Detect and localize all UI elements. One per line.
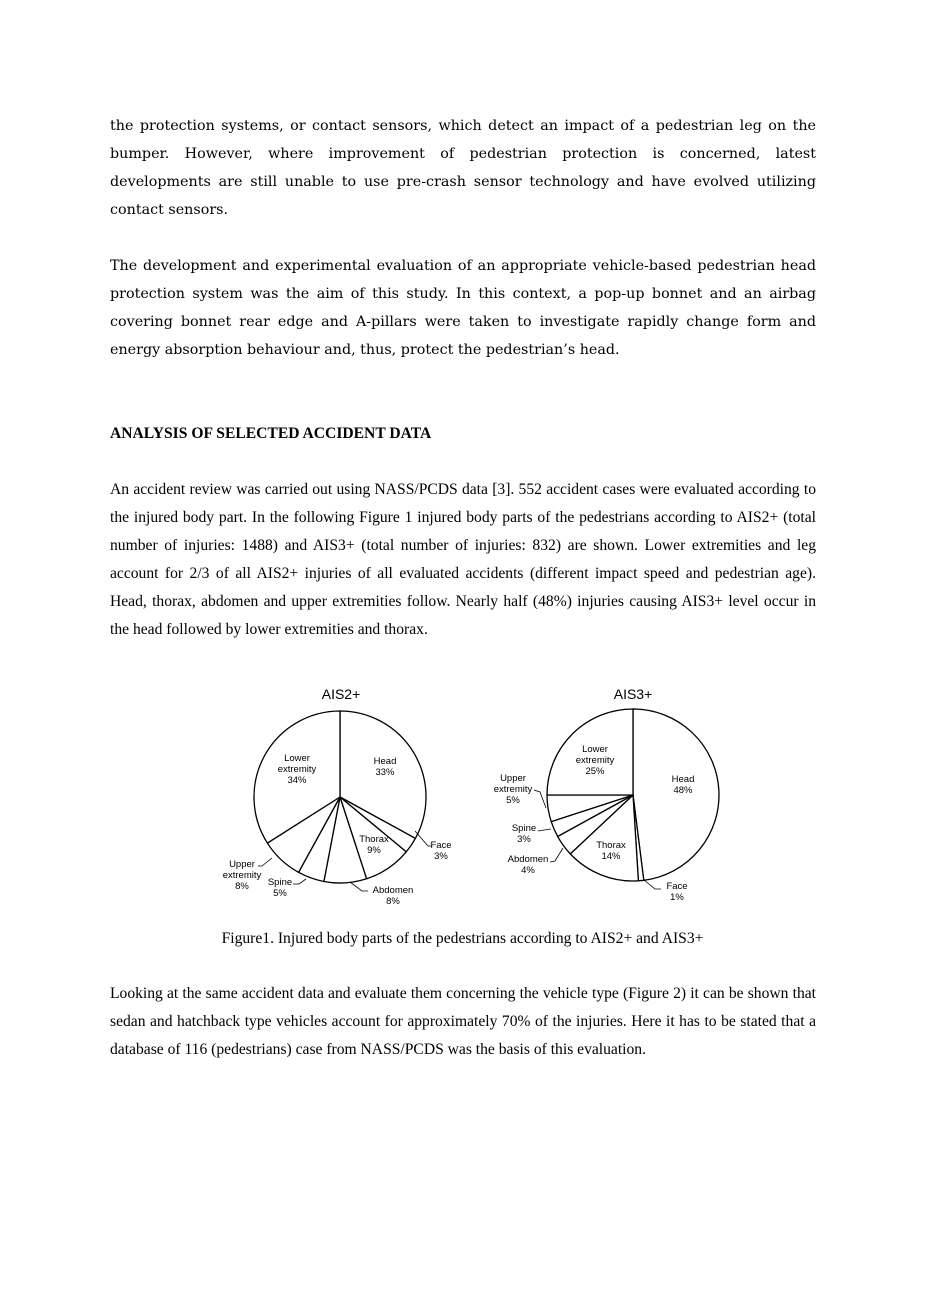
slice-label: Head (373, 756, 397, 767)
slice-label: Abdomen (372, 885, 414, 896)
slice-label: 34% (287, 775, 307, 786)
slice-label: Face (666, 881, 688, 892)
paragraph-intro-continued: the protection systems, or contact sensors, which detect an impact of a pedestrian leg on the bumper. However, where improvement of pedestrian protection is concerned, latest developments are still unable to use pre-crash sensor technology and have evolved utilizing contact sensors. (110, 118, 816, 218)
pie-chart-ais3 (494, 686, 719, 903)
figure-caption: Figure1. Injured body parts of the pedestrians according to AIS2+ and AIS3+ (221, 930, 704, 947)
slice-label: 3% (434, 851, 448, 862)
leader-upper (258, 858, 272, 866)
slice-label: 25% (585, 766, 605, 777)
slice-label: Thorax (596, 840, 626, 851)
leader-abdomen (350, 882, 368, 891)
slice-label: 8% (386, 896, 400, 907)
leader-spine (293, 879, 306, 884)
slice-label: Face (430, 840, 452, 851)
slice-label: 5% (506, 795, 520, 806)
slice-label: Thorax (359, 834, 389, 845)
slice-label: extremity (575, 755, 615, 766)
slice-label: Upper (500, 773, 526, 784)
slice-label: Lower (284, 753, 310, 764)
slice-label: extremity (222, 870, 262, 881)
paragraph-accident-review: An accident review was carried out using NASS/PCDS data [3]. 552 accident cases were evaluated according to the injured body part. In the following Figure 1 injured body parts of the pedestrians according to AIS2+ (total number of injuries: 1488) and AIS3+ (total number of injuries: 832) are shown. Lower extremities and leg account for 2/3 of all AIS2+ injuries of all evaluated accidents (different impact speed and pedestrian age). Head, thorax, abdomen and upper extremities follow. Nearly half (48%) injuries causing AIS3+ level occur in the head followed by lower extremities and thorax. (110, 481, 816, 638)
pie-chart-ais2 (223, 686, 452, 907)
section-heading: ANALYSIS OF SELECTED ACCIDENT DATA (110, 425, 432, 442)
slice-label: 14% (601, 851, 621, 862)
slice-label: 8% (235, 881, 249, 892)
paragraph-vehicle-type: Looking at the same accident data and evaluate them concerning the vehicle type (Figure 2) it can be shown that sedan and hatchback type vehicles account for approximately 70% of the injuries. Here it has to be stated that a database of 116 (pedestrians) case from NASS/PCDS was the basis of this evaluation. (110, 985, 816, 1058)
slice-label: extremity (277, 764, 317, 775)
slice-label: Spine (511, 823, 537, 834)
leader-upper (534, 790, 546, 808)
slice-label: 5% (273, 888, 287, 899)
slice-label: Head (671, 774, 695, 785)
slice-label: 9% (367, 845, 381, 856)
slice-label: Spine (267, 877, 293, 888)
leader-spine (538, 829, 551, 831)
slice-label: 4% (521, 865, 535, 876)
chart-title: AIS2+ (321, 686, 361, 702)
slice-label: 1% (670, 892, 684, 903)
figure-1-pie-charts (200, 680, 760, 920)
chart-title: AIS3+ (613, 686, 653, 702)
paragraph-study-aim: The development and experimental evaluation of an appropriate vehicle-based pedestrian head protection system was the aim of this study. In this context, a pop-up bonnet and an airbag covering bonnet rear edge and A-pillars were taken to investigate rapidly change form and energy absorption behaviour and, thus, protect the pedestrian’s head. (110, 258, 816, 358)
leader-face (644, 880, 661, 889)
slice-label: Abdomen (507, 854, 549, 865)
slice-label: extremity (493, 784, 533, 795)
slice-label: Lower (582, 744, 608, 755)
leader-abdomen (550, 848, 563, 862)
slice-label: 48% (673, 785, 693, 796)
slice-label: 3% (517, 834, 531, 845)
slice-label: 33% (375, 767, 395, 778)
slice-label: Upper (229, 859, 255, 870)
